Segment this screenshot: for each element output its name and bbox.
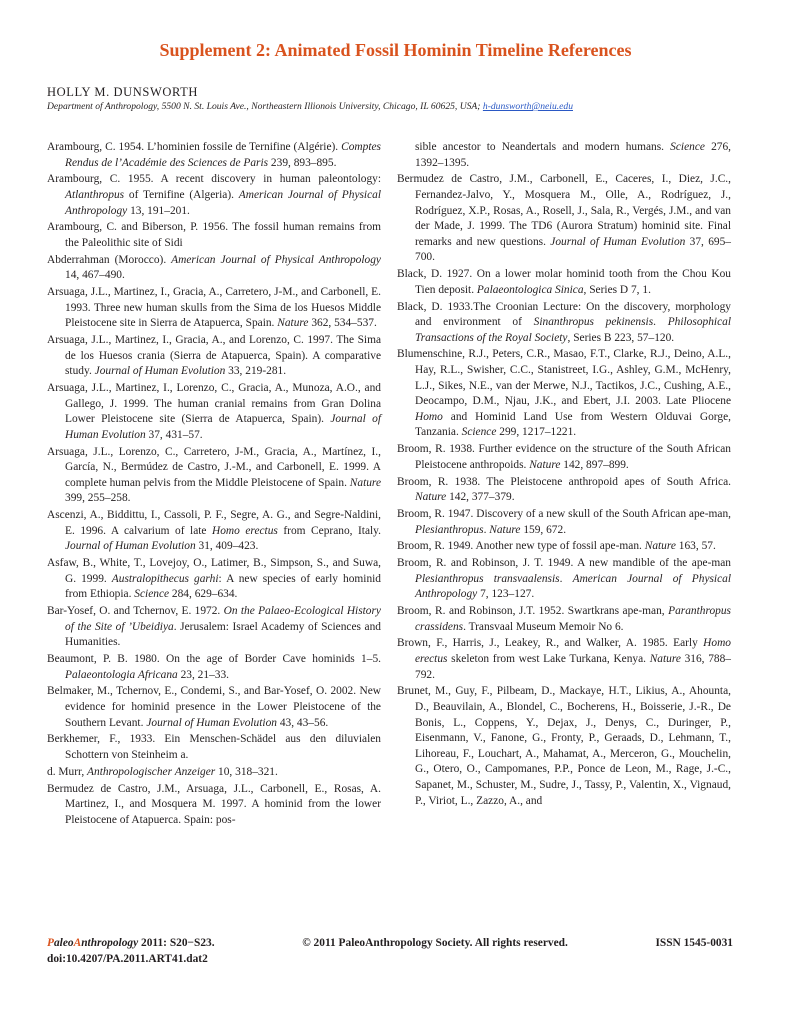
reference-entry: [47, 765, 381, 781]
reference-text: Arambourg, C. 1954. L’hominien fossile de Ternifine (Algérie).: [47, 141, 342, 153]
reference-entry: [397, 347, 731, 441]
reference-entry: [397, 267, 731, 298]
reference-italic: Palaeontologia Africana: [65, 668, 178, 681]
reference-italic: Nature: [277, 317, 309, 330]
reference-text: 7, 123–127.: [477, 588, 535, 601]
reference-text: Bermudez de Castro, J.M., Carbonell, E., Caceres, I., Diez, J.C., Fernandez-Jalvo, Y., Mosquera M., Olle, A., Rodríguez, J., Rodríguez, X.P., Rosas, A., Rosell, J., Sala, R., Vergés, J.M., and van der Made, J. 1999. The TD6 (Aurora Stratum) hominid site. Final remarks and new questions.: [397, 173, 731, 248]
reference-text: 284, 629–634.: [169, 588, 238, 601]
reference-text: 43, 43–56.: [276, 716, 329, 729]
reference-text: Belmaker, M., Tchernov, E., Condemi, S., and Bar-Yosef, O. 2002. New evidence for hominid presence in the Lower Pleistocene of the Southern Levant.: [47, 685, 381, 729]
reference-text: and Hominid Land Use from Western Olduvai Gorge, Tanzania.: [415, 410, 731, 439]
reference-entry: [47, 782, 381, 829]
reference-text: Broom, R. 1938. Further evidence on the structure of the South African Pleistocene anthropoids.: [397, 443, 731, 471]
reference-entry: [47, 508, 381, 555]
reference-italic: Nature: [644, 540, 676, 553]
reference-italic: Nature: [529, 458, 561, 471]
reference-text: .: [559, 572, 573, 585]
reference-entry: [47, 140, 381, 171]
journal-name: PaleoAnthropology: [47, 937, 139, 949]
reference-text: 13, 191–201.: [127, 204, 190, 217]
reference-text: sible ancestor to Neandertals and modern humans.: [415, 141, 671, 153]
reference-text: of Ternifine (Algeria).: [124, 188, 239, 201]
reference-text: Arsuaga, J.L., Martinez, I., Gracia, A., and Lorenzo, C. 1997. The Sima de los Huesos crania (Sierra de Atapuerca, Spain). A comparative study.: [47, 334, 381, 378]
reference-entry: [397, 442, 731, 473]
reference-text: 239, 893–895.: [268, 156, 337, 169]
reference-text: 23, 21–33.: [177, 668, 230, 681]
reference-text: Broom, R. 1938. The Pleistocene anthropoid apes of South Africa.: [397, 475, 731, 488]
reference-text: Ascenzi, A., Biddittu, I., Cassoli, P. F., Segre, A. G., and Segre-Naldini, E. 1996. A calvarium of late: [47, 509, 381, 537]
reference-entry: [47, 285, 381, 332]
affiliation-text: Department of Anthropology, 5500 N. St. Louis Ave., Northeastern Illionois University, Chicago, IL 60625, USA;: [47, 101, 483, 112]
reference-entry: [397, 556, 731, 603]
reference-italic: Atlanthropus: [65, 188, 125, 201]
reference-entry: [397, 604, 731, 635]
reference-text: Blumenschine, R.J., Peters, C.R., Masao, F.T., Clarke, R.J., Deino, A.L., Hay, R.L., Swisher, C.C., Stanistreet, I.G., Ashley, G.M., McHenry, L.J., Sikes, N.E., van der Merwe, N.J., Tactikos, J.C., Cushing, A.E., Deocampo, D.M., Njau, J.K., and Ebert, J.I. 2003. Late Pliocene: [397, 348, 731, 408]
reference-entry: [397, 636, 731, 683]
reference-italic: Paranthropus crassidens: [415, 605, 731, 633]
reference-italic: American Journal of Physical Anthropology: [415, 572, 732, 601]
reference-italic: Science: [134, 588, 170, 601]
reference-italic: Plesianthropus transvaalensis: [415, 572, 560, 585]
reference-entry: [397, 475, 731, 506]
reference-text: Broom, R. and Robinson, J.T. 1952. Swartkrans ape-man,: [397, 605, 669, 618]
reference-entry: [47, 556, 381, 603]
reference-italic: Homo: [415, 410, 443, 423]
reference-entry: [397, 172, 731, 266]
reference-entry: [397, 684, 731, 809]
reference-text: Brunet, M., Guy, F., Pilbeam, D., Mackaye, H.T., Likius, A., Ahounta, D., Beauvilain, A., Blondel, C., Bocherens, H., Boisserie, J.-R., De Bonis, L., Coppens, Y., Dejax, J., Denys, C., Duringer, P., Eisenmann, V., Fanone, G., Fronty, P., Geraads, D., Lehmann, T., Lihoreau, F., Louchart, A., Mahamat, A., Merceron, G., Mouchelin, G., Otero, O., Campomanes, P.P., Ponce de Leon, M., Rage, J.-C., Sapanet, M., Schuster, M., Sudre, J., Tassy, P., Valentin, X., Vignaud, P., Viriot, L., Zazzo, A., and: [397, 685, 731, 807]
reference-text: 163, 57.: [675, 540, 716, 553]
reference-text: 10, 318–321.: [215, 765, 278, 778]
page-footer: [47, 935, 733, 967]
reference-italic: Journal of Human Evolution: [146, 716, 277, 729]
author-name: HOLLY M. DUNSWORTH: [47, 85, 199, 99]
reference-text: Berkhemer, F., 1933. Ein Menschen-Schädel aus den diluvialen Schottern von Steinheim a.: [47, 733, 381, 761]
reference-entry: [47, 220, 381, 251]
reference-entry: [47, 333, 381, 380]
issn: ISSN 1545-0031: [655, 937, 733, 949]
reference-italic: Philosophical Transactions of the Royal Society: [415, 316, 731, 344]
reference-entry: [47, 253, 381, 284]
reference-text: Arsuaga, J.L., Martinez, I., Gracia, A., Carretero, J-M., and Carbonell, E. 1993. Three new human skulls from the Sima de los Huesos Middle Pleistocene site in Sierra de Atapuerca, Spain.: [47, 286, 381, 330]
reference-entry: [397, 507, 731, 538]
reference-text: 142, 897–899.: [560, 458, 629, 471]
reference-italic: Nature: [349, 476, 381, 489]
reference-italic: Homo erectus: [212, 524, 278, 537]
reference-text: .: [483, 523, 490, 536]
reference-entry: [47, 652, 381, 683]
reference-italic: Sinanthropus pekinensis: [533, 316, 654, 329]
reference-text: skeleton from west Lake Turkana, Kenya.: [447, 653, 650, 666]
reference-entry: [397, 539, 731, 555]
reference-text: . Transvaal Museum Memoir No 6.: [463, 620, 624, 633]
reference-text: 14, 467–490.: [65, 269, 125, 282]
copyright-notice: © 2011 PaleoAnthropology Society. All rights reserved.: [302, 937, 568, 949]
reference-text: Arambourg, C. and Biberson, P. 1956. The fossil human remains from the Paleolithic site of Sidi: [47, 221, 381, 249]
reference-entry: [47, 445, 381, 507]
reference-text: 37, 695–700.: [415, 235, 731, 264]
author-email-link[interactable]: h-dunsworth@neiu.edu: [482, 101, 573, 112]
reference-italic: On the Palaeo-Ecological History of the Site of ’Ubeidiya: [65, 605, 381, 633]
reference-text: from Ceprano, Italy.: [277, 524, 381, 537]
reference-italic: Nature: [415, 491, 447, 504]
reference-italic: Journal of Human Evolution: [65, 540, 196, 553]
reference-entry: [47, 604, 381, 651]
reference-text: 276, 1392–1395.: [415, 141, 731, 169]
reference-text: Arsuaga, J.L., Lorenzo, C., Carretero, J-M., Gracia, A., Martínez, I., García, N., Bermúdez de Castro, J.-M., and Carbonell, E. 1999. A complete human pelvis from the Middle Pleistocene of Spain.: [47, 445, 381, 489]
author-affiliation: [47, 101, 747, 112]
reference-italic: American Journal of Physical Anthropology: [171, 253, 381, 266]
reference-entry: [397, 140, 731, 171]
reference-italic: Palaeontologica Sinica: [476, 283, 584, 296]
reference-text: Black, D. 1933.The Croonian Lecture: On the discovery, morphology and environment of: [397, 300, 731, 329]
reference-text: 159, 672.: [520, 523, 567, 536]
reference-entry: [47, 684, 381, 731]
reference-text: Black, D. 1927. On a lower molar hominid tooth from the Chou Kou Tien deposit.: [397, 268, 731, 296]
reference-text: 299, 1217–1221.: [496, 426, 577, 439]
reference-text: Beaumont, P. B. 1980. On the age of Border Cave hominids 1–5.: [47, 653, 381, 666]
reference-italic: Journal of Human Evolution: [94, 365, 226, 378]
reference-italic: Homo erectus: [415, 637, 731, 666]
reference-italic: Anthropologischer Anzeiger: [87, 765, 216, 778]
page-title: Supplement 2: Animated Fossil Hominin Timeline References: [159, 40, 632, 60]
reference-text: 31, 409–423.: [195, 540, 259, 553]
reference-italic: Journal of Human Evolution: [65, 413, 381, 441]
reference-entry: [47, 381, 381, 443]
reference-text: Brown, F., Harris, J., Leakey, R., and Walker, A. 1985. Early: [397, 637, 704, 650]
reference-text: .: [653, 316, 668, 329]
reference-text: d. Murr,: [47, 765, 88, 778]
reference-entry: [47, 172, 381, 219]
reference-italic: American Journal of Physical Anthropology: [65, 188, 382, 217]
reference-text: 399, 255–258.: [65, 492, 131, 505]
journal-citation: PaleoAnthropology 2011: S20−S23.: [47, 937, 215, 949]
references-column-left: [47, 140, 381, 830]
reference-text: . Jerusalem: Israel Academy of Sciences and Humanities.: [65, 620, 381, 649]
reference-text: , Series D 7, 1.: [583, 283, 651, 296]
reference-entry: [397, 300, 731, 347]
reference-text: Abderrahman (Morocco).: [47, 253, 172, 266]
reference-text: Bermudez de Castro, J.M., Arsuaga, J.L., Carbonell, E., Rosas, A. Martinez, I., and Mosquera M. 1997. A hominid from the lower Pleistocene of Atapuerca. Spain: pos-: [47, 782, 381, 826]
reference-text: 37, 431–57.: [145, 428, 203, 441]
reference-text: Arambourg, C. 1955. A recent discovery in human paleontology:: [47, 173, 381, 186]
doi: doi:10.4207/PA.2011.ART41.dat2: [47, 953, 208, 965]
reference-text: , Series B 223, 57–120.: [567, 331, 675, 344]
reference-italic: Nature: [649, 653, 681, 666]
reference-italic: Comptes Rendus de l’Académie des Sciences de Paris: [65, 141, 381, 169]
reference-text: Asfaw, B., White, T., Lovejoy, O., Latimer, B., Simpson, S., and Suwa, G. 1999.: [47, 557, 381, 585]
reference-entry: [47, 732, 381, 763]
reference-italic: Science: [670, 141, 705, 153]
reference-italic: Journal of Human Evolution: [550, 235, 686, 248]
reference-text: Broom, R. 1947. Discovery of a new skull of the South African ape-man,: [397, 507, 731, 520]
references-column-right: [397, 140, 731, 810]
reference-italic: Australopithecus garhi: [111, 572, 219, 585]
reference-text: Broom, R. and Robinson, J. T. 1949. A new mandible of the ape-man: [397, 557, 731, 570]
reference-text: 316, 788–792.: [415, 653, 731, 681]
reference-text: Arsuaga, J.L., Martinez, I., Lorenzo, C., Gracia, A., Munoza, A.O., and Gallego, J. 1999. The human cranial remains from Gran Dolina Lower Pleistocene site (Sierra de Atapuerca, Spain).: [47, 382, 381, 426]
reference-italic: Nature: [489, 523, 521, 536]
reference-text: : A new species of early hominid from Ethiopia.: [65, 572, 381, 601]
reference-italic: Science: [461, 426, 497, 439]
reference-text: Broom, R. 1949. Another new type of fossil ape-man.: [397, 540, 645, 553]
reference-italic: Plesianthropus: [415, 523, 484, 536]
reference-text: 33, 219-281.: [225, 365, 287, 378]
reference-text: 142, 377–379.: [446, 491, 515, 504]
reference-text: 362, 534–537.: [308, 317, 377, 330]
reference-text: Bar-Yosef, O. and Tchernov, E. 1972.: [47, 605, 224, 618]
